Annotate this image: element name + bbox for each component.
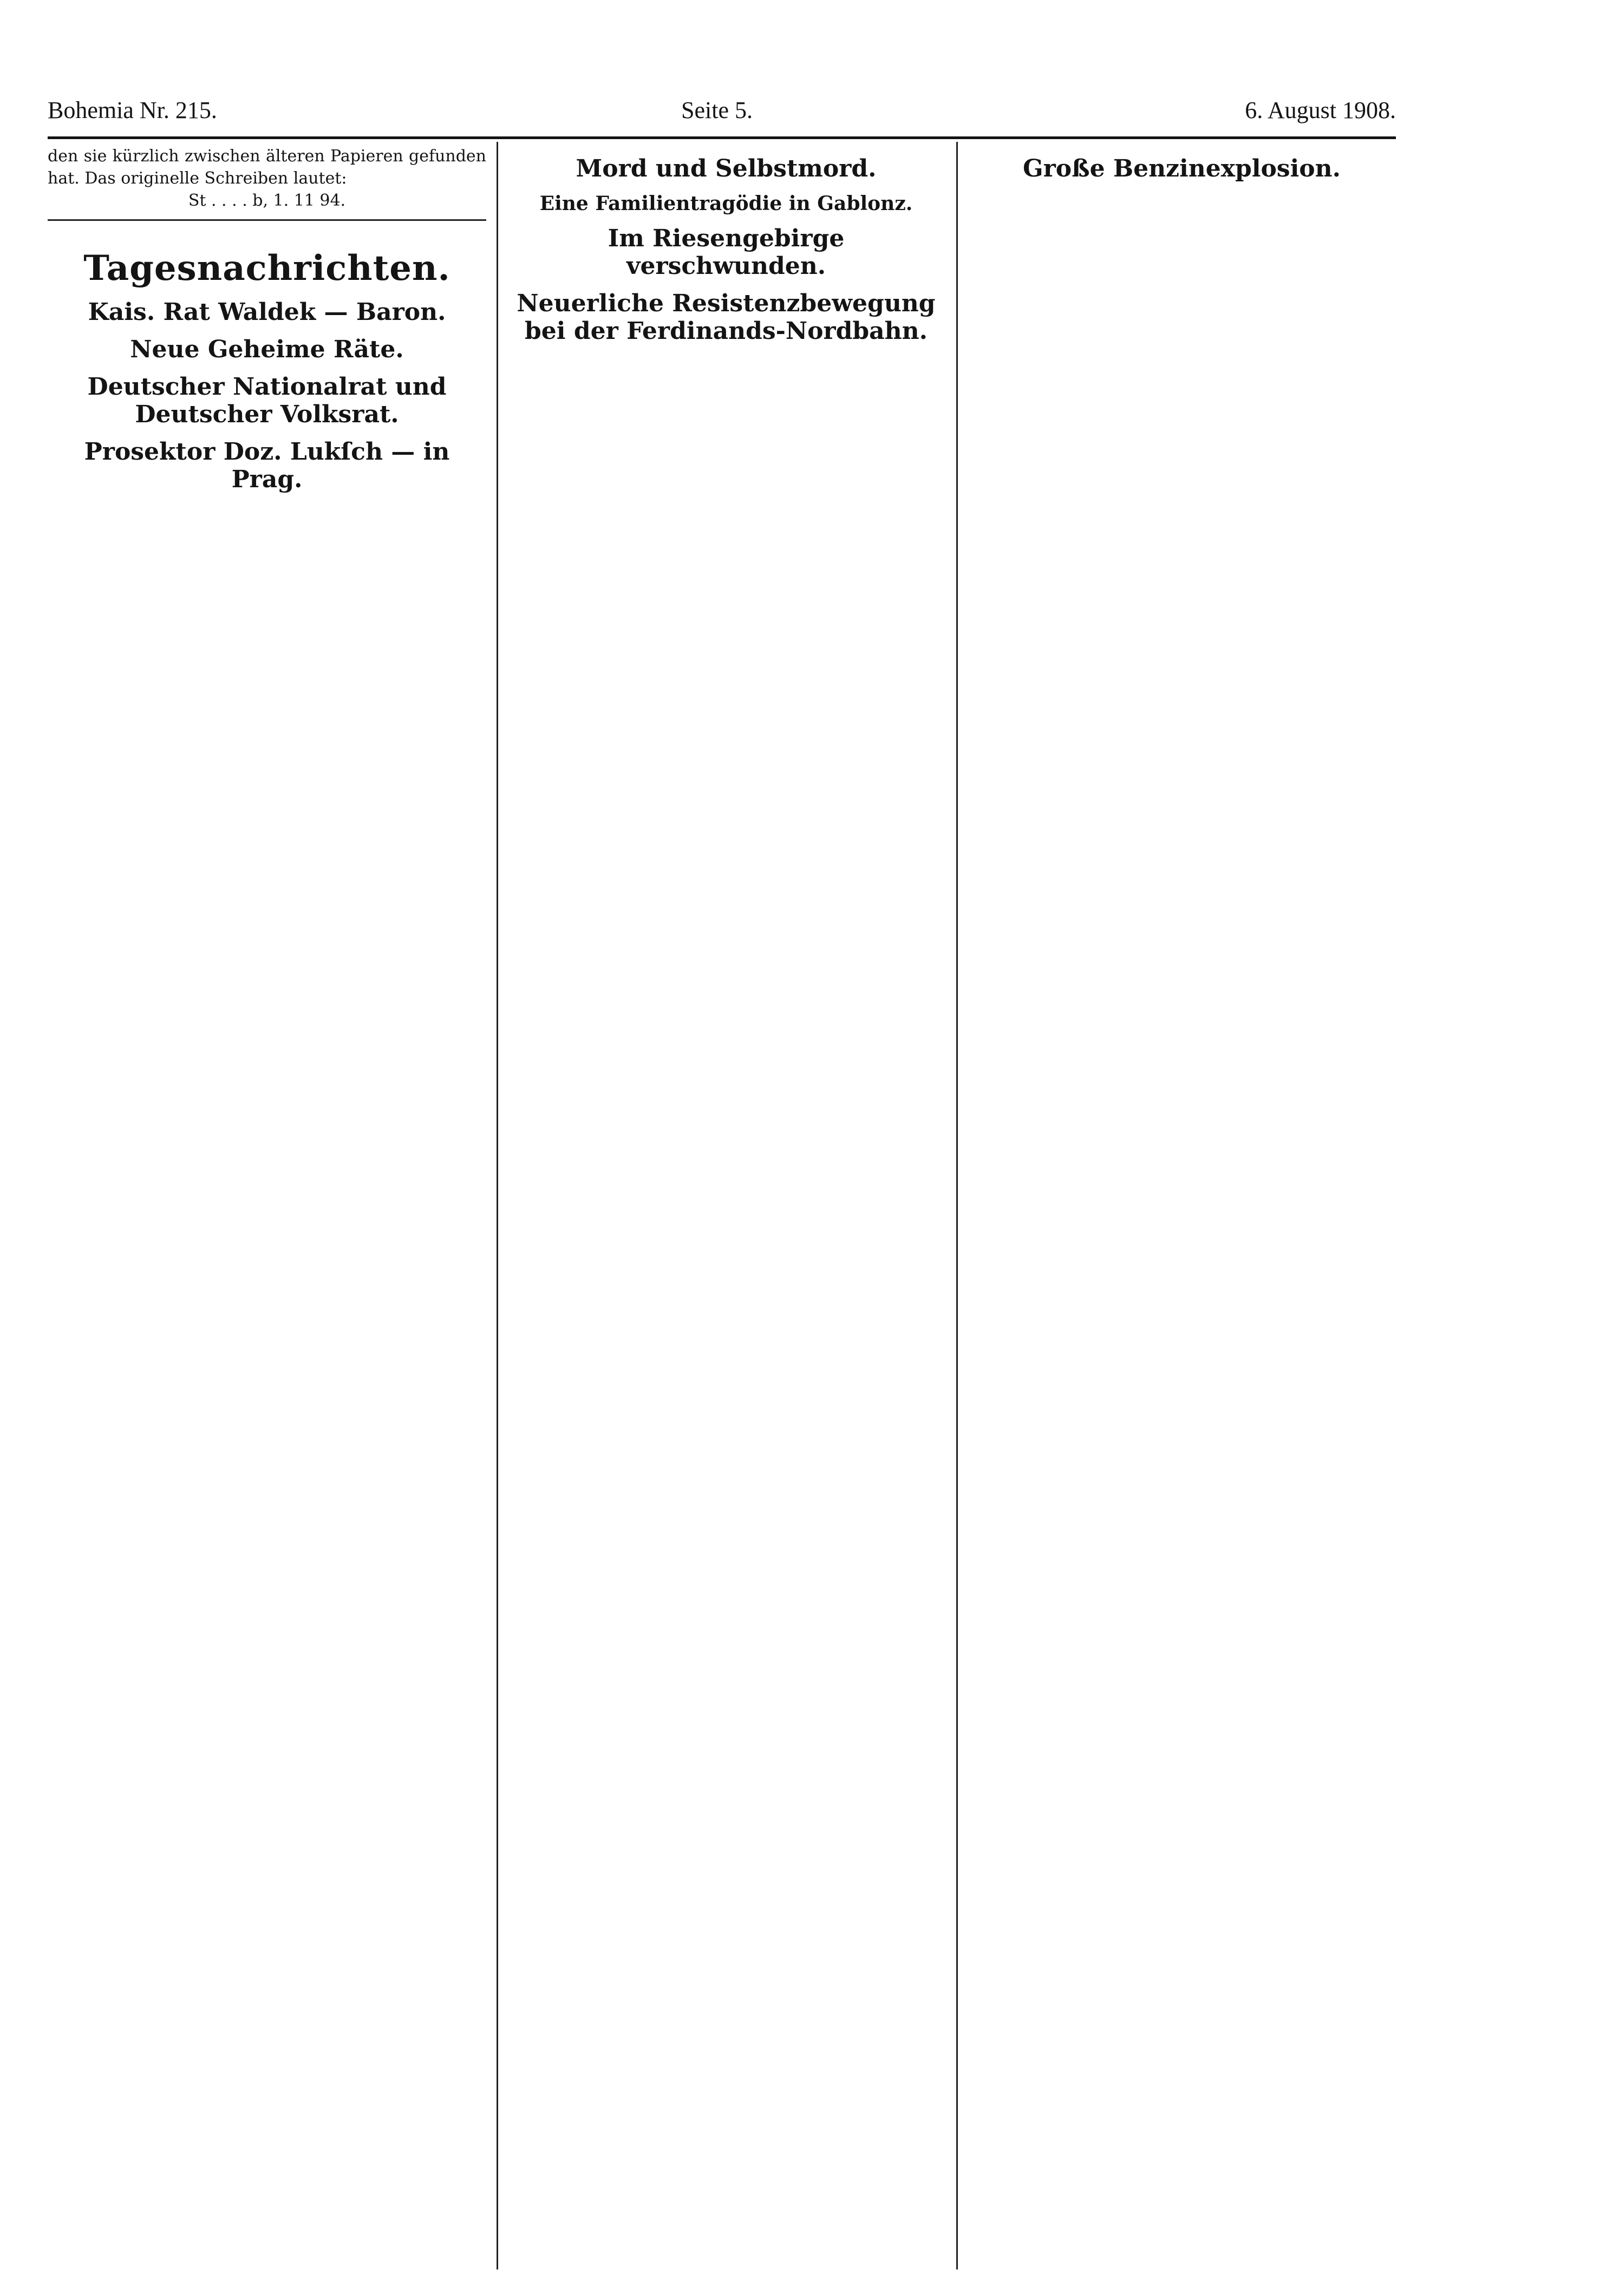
section-rule bbox=[48, 219, 486, 221]
article-subtitle-mord: Eine Familientragödie in Gablonz. bbox=[539, 192, 913, 215]
issue-date: 6. August 1908. bbox=[1245, 97, 1396, 123]
page-number: Seite 5. bbox=[681, 97, 753, 123]
column-divider-1 bbox=[497, 142, 498, 2269]
page-header bbox=[48, 96, 1396, 135]
article-title-resistenz: Neuerliche Resistenzbewegung bei der Ferdinands-Nordbahn. bbox=[517, 290, 936, 345]
column-3 bbox=[967, 145, 1397, 2273]
article-title-geheime-raete: Neue Geheime Räte. bbox=[130, 336, 404, 363]
article-title-nationalrat: Deutscher Nationalrat und Deutscher Volksrat. bbox=[87, 373, 447, 428]
article-title-benzinexplosion: Große Benzinexplosion. bbox=[1023, 155, 1341, 182]
newspaper-issue: Bohemia Nr. 215. bbox=[48, 97, 217, 123]
letter-date: St . . . . b, 1. 11 94. bbox=[188, 191, 346, 210]
article-title-riesengebirge: Im Riesengebirge verschwunden. bbox=[608, 225, 845, 280]
article-title-lukssch: Prosektor Doz. Lukſch — in Prag. bbox=[84, 438, 450, 493]
column-1 bbox=[48, 145, 486, 2273]
article-title-waldek: Kais. Rat Waldek — Baron. bbox=[88, 298, 446, 326]
section-title: Tagesnachrichten. bbox=[83, 248, 451, 289]
header-rule bbox=[48, 136, 1396, 139]
column-2 bbox=[506, 145, 946, 2273]
column-divider-2 bbox=[956, 142, 958, 2269]
letter-intro: den sie kürzlich zwischen älteren Papieren gefunden hat. Das originelle Schreiben lautet: bbox=[48, 147, 486, 188]
article-title-mord: Mord und Selbstmord. bbox=[576, 155, 877, 182]
